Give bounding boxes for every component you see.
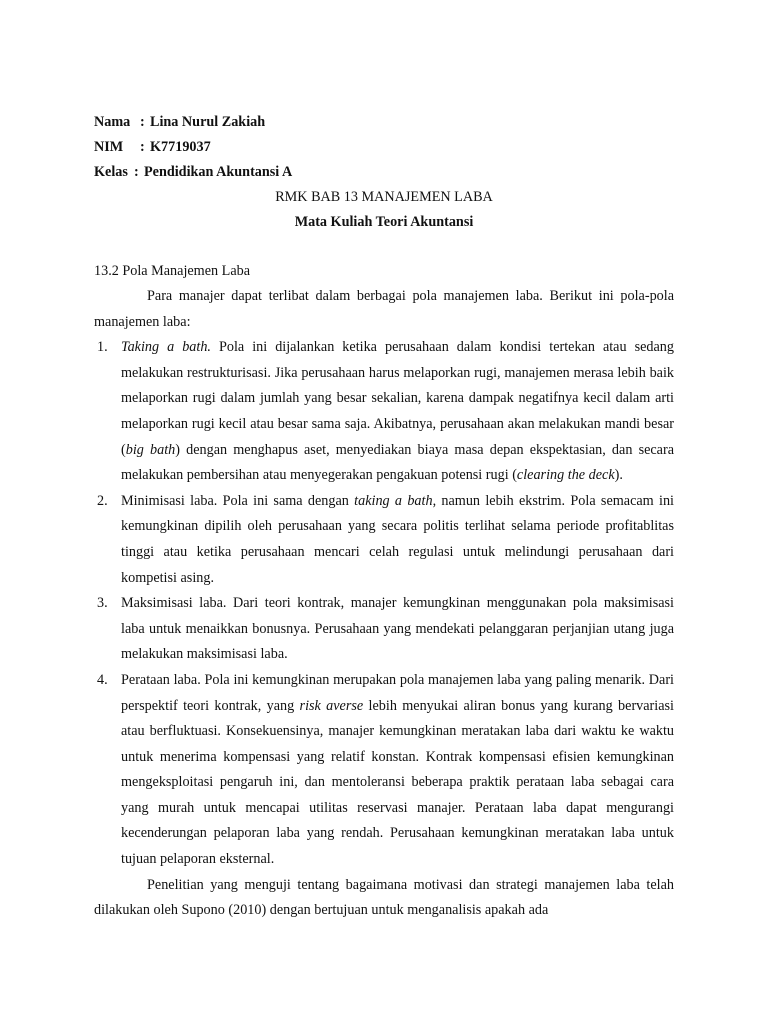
item-text: Minimisasi laba. Pola ini sama dengan xyxy=(121,492,355,509)
item-text: Pola ini dijalankan ketika perusahaan dalam kondisi tertekan atau sedang melakukan restrukturisasi. Jika perusahaan harus melaporkan rugi, manajemen merasa lebih baik melaporkan rugi dalam jumlah yang besar sekalian, karena dampak negatifnya kecil dalam arti melaporkan rugi kecil atau besar sama saja. Akibatnya, perusahaan akan melakukan mandi besar ( xyxy=(121,339,674,458)
section-heading: 13.2 Pola Manajemen Laba xyxy=(94,263,251,279)
class-value: Pendidikan Akuntansi A xyxy=(144,164,293,180)
item-term: Taking a bath. xyxy=(121,339,211,356)
closing-paragraph: Penelitian yang menguji tentang bagaimana motivasi dan strategi manajemen laba telah dilakukan oleh Supono (2010) dengan bertujuan untuk menganalisis apakah ada xyxy=(94,876,674,919)
item-emphasis: taking a bath xyxy=(354,492,433,509)
nim-value: K7719037 xyxy=(150,139,211,155)
item-text: , namun lebih ekstrim. Pola semacam ini kemungkinan dipilih oleh perusahaan yang secara politis terlihat selama periode profitablitas tinggi atau ketika perusahaan mencari celah regulasi untuk melindungi perusahaan dari kompetisi asing. xyxy=(121,492,674,586)
list-item xyxy=(94,668,674,873)
item-emphasis: big bath xyxy=(125,441,176,458)
item-text: Maksimisasi laba. Dari teori kontrak, manajer kemungkinan menggunakan pola maksimisasi laba untuk menaikkan bonusnya. Perusahaan yang mendekati pelanggaran perjanjian utang juga melakukan maksimisasi laba. xyxy=(121,595,674,663)
class-label: Kelas xyxy=(94,164,128,180)
class-separator: : xyxy=(134,164,139,180)
name-row xyxy=(94,110,674,135)
nim-row xyxy=(94,135,674,160)
list-item xyxy=(94,591,674,668)
item-text: Perataan laba. Pola ini kemungkinan merupakan pola manajemen laba yang paling menarik. Dari perspektif teori kontrak, yang xyxy=(121,671,674,714)
pattern-list xyxy=(94,335,674,872)
list-number: 3. xyxy=(97,595,108,612)
name-value: Lina Nurul Zakiah xyxy=(150,114,266,130)
item-text: lebih menyukai aliran bonus yang kurang bervariasi atau berfluktuasi. Konsekuensinya, manajer kemungkinan meratakan laba dari waktu ke waktu untuk menerima kompensasi yang relatif konstan. Kontrak kompensasi efisien kemungkinan mengeksploitasi pengaruh ini, dan mentoleransi beberapa praktik perataan laba sebagai cara yang murah untuk mencapai utilitas reservasi manajer. Perataan laba dapat mengurangi kecenderungan pelaporan laba yang rendah. Perusahaan kemungkinan meratakan laba untuk tujuan pelaporan eksternal. xyxy=(121,697,674,868)
list-item xyxy=(94,489,674,591)
name-separator: : xyxy=(140,114,145,130)
item-text: ) dengan menghapus aset, menyediakan biaya masa depan ekspektasian, dan secara melakukan pembersihan atau menyegerakan pengakuan potensi rugi ( xyxy=(121,441,674,484)
name-label: Nama xyxy=(94,114,131,130)
list-number: 4. xyxy=(97,671,108,688)
document-subtitle: Mata Kuliah Teori Akuntansi xyxy=(294,214,474,230)
list-number: 2. xyxy=(97,492,108,509)
item-text: ). xyxy=(614,467,623,484)
spacer xyxy=(94,235,674,259)
student-identity xyxy=(94,110,674,185)
intro-paragraph: Para manajer dapat terlibat dalam berbagai pola manajemen laba. Berikut ini pola-pola manajemen laba: xyxy=(94,288,674,330)
item-emphasis: risk averse xyxy=(299,697,364,714)
nim-separator: : xyxy=(140,139,145,155)
item-emphasis: clearing the deck xyxy=(516,467,615,484)
class-row xyxy=(94,160,674,185)
document-title: RMK BAB 13 MANAJEMEN LABA xyxy=(275,189,493,205)
list-number: 1. xyxy=(97,339,108,356)
nim-label: NIM xyxy=(94,139,124,155)
list-item xyxy=(94,335,674,489)
